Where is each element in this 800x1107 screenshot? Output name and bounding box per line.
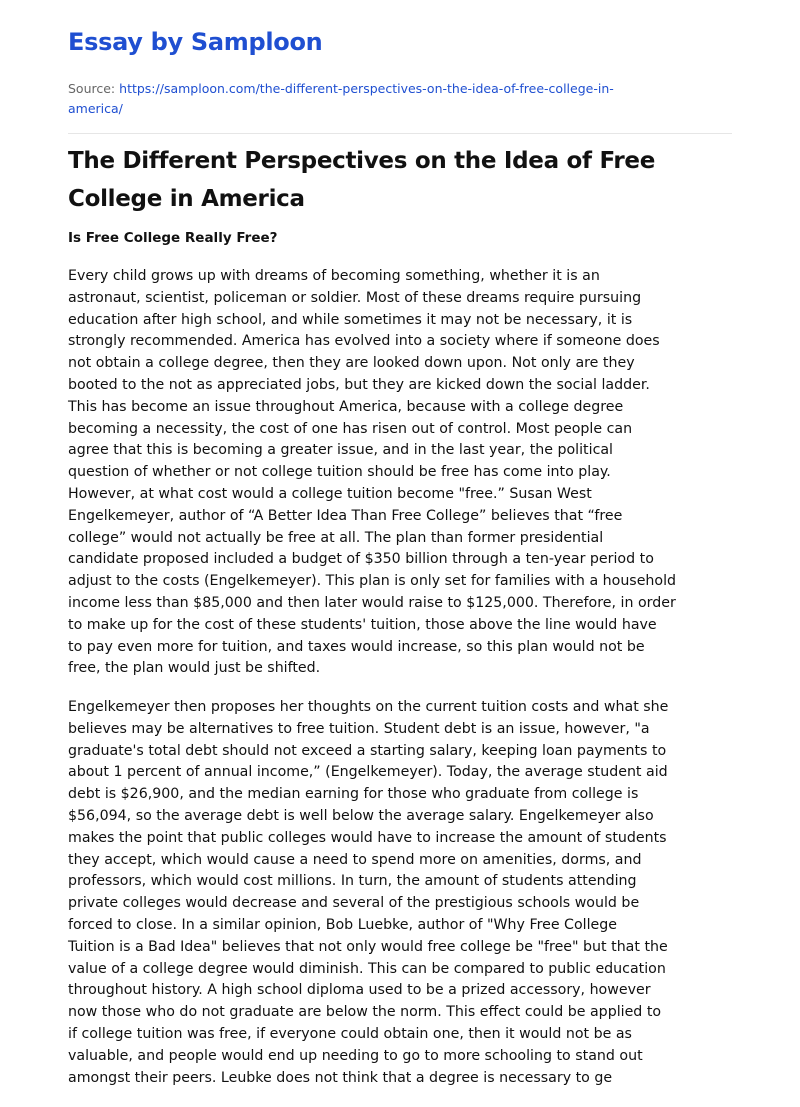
paragraph-line: forced to close. In a similar opinion, Bob Luebke, author of "Why Free College (68, 916, 617, 933)
paragraph-2 (68, 697, 668, 1089)
paragraph-line: debt is $26,900, and the median earning for those who graduate from college is (68, 786, 639, 803)
source-label: Source: (68, 81, 116, 96)
paragraph-line: agree that this is becoming a greater issue, and in the last year, the political (68, 442, 613, 459)
source-link-line-2: america/ (68, 101, 123, 116)
paragraph-line: now those who do not graduate are below the norm. This effect could be applied to (68, 1004, 662, 1021)
paragraph-line: Tuition is a Bad Idea" believes that not only would free college be "free" but that the (68, 938, 668, 955)
paragraph-line: believes may be alternatives to free tuition. Student debt is an issue, however, "a (68, 720, 650, 737)
paragraph-line: income less than $85,000 and then later would raise to $125,000. Therefore, in order (68, 594, 676, 611)
paragraph-line: college” would not actually be free at all. The plan than former presidential (68, 529, 604, 546)
paragraph-line: free, the plan would just be shifted. (68, 660, 321, 677)
paragraph-line: they accept, which would cause a need to spend more on amenities, dorms, and (68, 851, 642, 868)
paragraph-line: graduate's total debt should not exceed a starting salary, keeping loan payments to (68, 742, 667, 759)
paragraph-line: Engelkemeyer then proposes her thoughts on the current tuition costs and what she (68, 699, 669, 715)
source-link-line-1: https://samploon.com/the-different-perspectives-on-the-idea-of-free-college-in- (119, 81, 614, 96)
paragraph-line: astronaut, scientist, policeman or soldier. Most of these dreams require pursuing (68, 289, 642, 306)
paragraph-line: Engelkemeyer, author of “A Better Idea Than Free College” believes that “free (68, 507, 623, 524)
paragraph-line: However, at what cost would a college tuition become "free.” Susan West (68, 485, 592, 502)
paragraph-line: adjust to the costs (Engelkemeyer). This plan is only set for families with a household (68, 573, 677, 590)
paragraph-line: valuable, and people would end up needing to go to more schooling to stand out (68, 1047, 643, 1064)
paragraph-line: not obtain a college degree, then they are looked down upon. Not only are they (68, 355, 635, 372)
paragraph-line: amongst their peers. Leubke does not think that a degree is necessary to ge (68, 1069, 613, 1086)
paragraph-line: booted to the not as appreciated jobs, but they are kicked down the social ladder. (68, 376, 650, 393)
paragraph-line: private colleges would decrease and several of the prestigious schools would be (68, 895, 640, 912)
brand-title: Essay by Samploon (68, 28, 323, 56)
paragraph-line: to make up for the cost of these students' tuition, those above the line would have (68, 616, 657, 633)
paragraph-line: candidate proposed included a budget of $350 billion through a ten-year period to (68, 551, 654, 568)
essay-title (68, 142, 655, 218)
paragraph-1 (68, 266, 676, 680)
source-link[interactable] (68, 81, 614, 116)
paragraph-line: throughout history. A high school diploma used to be a prized accessory, however (68, 982, 651, 999)
paragraph-line: $56,094, so the average debt is well below the average salary. Engelkemeyer also (68, 807, 654, 824)
divider (68, 133, 732, 134)
paragraph-line: to pay even more for tuition, and taxes would increase, so this plan would not be (68, 638, 645, 655)
paragraph-line: about 1 percent of annual income,” (Engelkemeyer). Today, the average student aid (68, 764, 668, 781)
paragraph-line: if college tuition was free, if everyone could obtain one, then it would not be as (68, 1025, 632, 1042)
paragraph-line: This has become an issue throughout America, because with a college degree (68, 398, 624, 415)
essay-title-line-1: The Different Perspectives on the Idea of Free (68, 148, 656, 174)
essay-title-line-2: College in America (68, 186, 305, 212)
paragraph-line: value of a college degree would diminish. This can be compared to public education (68, 960, 666, 977)
paragraph-line: strongly recommended. America has evolved into a society where if someone does (68, 333, 660, 350)
paragraph-line: education after high school, and while sometimes it may not be necessary, it is (68, 311, 633, 328)
source-line (68, 79, 708, 119)
paragraph-line: professors, which would cost millions. In turn, the amount of students attending (68, 873, 637, 890)
paragraph-line: becoming a necessity, the cost of one has risen out of control. Most people can (68, 420, 633, 437)
paragraph-line: Every child grows up with dreams of becoming something, whether it is an (68, 268, 600, 284)
essay-subheading: Is Free College Really Free? (68, 230, 278, 246)
paragraph-line: question of whether or not college tuition should be free has come into play. (68, 464, 611, 481)
paragraph-line: makes the point that public colleges would have to increase the amount of students (68, 829, 667, 846)
